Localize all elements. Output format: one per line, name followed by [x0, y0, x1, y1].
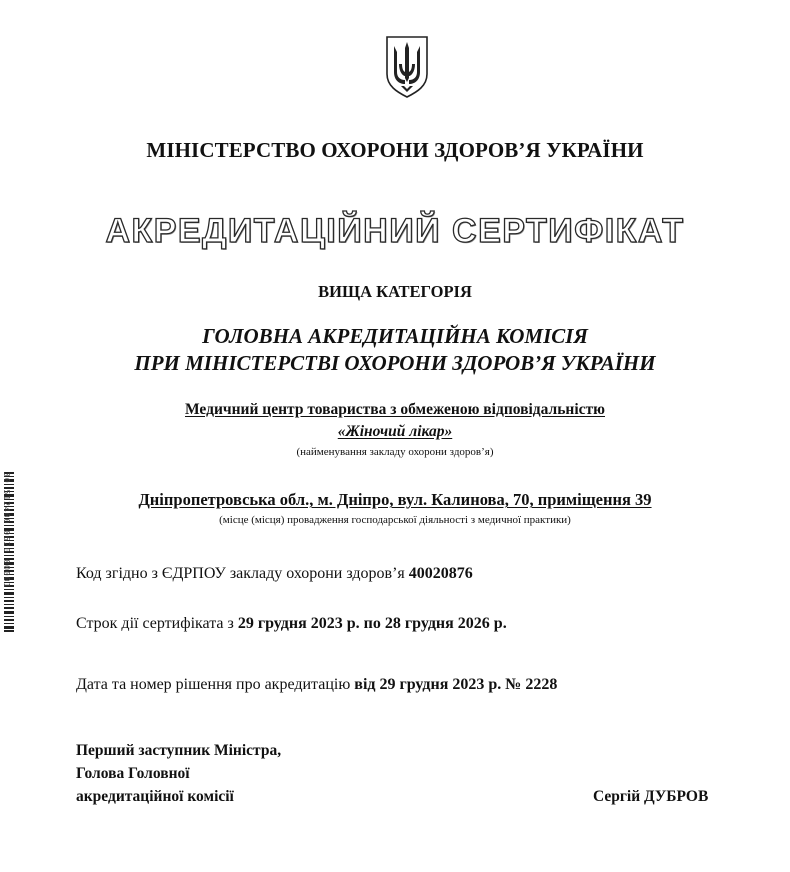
commission-line-1: ГОЛОВНА АКРЕДИТАЦІЙНА КОМІСІЯ — [202, 324, 588, 348]
commission-line-2: ПРИ МІНІСТЕРСТВІ ОХОРОНИ ЗДОРОВ’Я УКРАЇНИ — [134, 351, 656, 375]
category-label: ВИЩА КАТЕГОРІЯ — [318, 282, 472, 301]
ministry-title: МІНІСТЕРСТВО ОХОРОНИ ЗДОРОВ’Я УКРАЇНИ — [146, 138, 644, 162]
certificate-title: АКРЕДИТАЦІЙНИЙ СЕРТИФІКАТ — [105, 212, 685, 250]
decision-row — [76, 676, 557, 694]
validity-label: Строк дії сертифіката з — [76, 615, 234, 632]
edrpou-label: Код згідно з ЄДРПОУ закладу охорони здоров’я — [76, 565, 405, 582]
tryzub-emblem-icon — [383, 34, 431, 100]
edrpou-value: 40020876 — [408, 565, 473, 582]
decision-value: від 29 грудня 2023 р. № 2228 — [354, 676, 558, 693]
edrpou-row — [76, 565, 473, 583]
organization-name-line-1: Медичний центр товариства з обмеженою відповідальністю — [185, 401, 605, 418]
signer-position-line-2: Голова Головної — [76, 765, 190, 782]
decision-label: Дата та номер рішення про акредитацію — [76, 676, 351, 693]
signer-position-line-1: Перший заступник Міністра, — [76, 742, 282, 759]
validity-value: 29 грудня 2023 р. по 28 грудня 2026 р. — [237, 615, 507, 632]
side-serial-number: 30 512400 0620 00001 — [2, 472, 11, 589]
signer-position-line-3: акредитаційної комісії — [76, 788, 234, 805]
organization-name-caption: (найменування закладу охорони здоров’я) — [296, 446, 494, 458]
validity-row — [76, 615, 507, 633]
organization-address: Дніпропетровська обл., м. Дніпро, вул. Калинова, 70, приміщення 39 — [138, 490, 652, 509]
organization-address-caption: (місце (місця) провадження господарської діяльності з медичної практики) — [219, 514, 571, 526]
signer-name: Сергій ДУБРОВ — [593, 788, 709, 805]
organization-name-line-2: «Жіночий лікар» — [337, 423, 453, 440]
